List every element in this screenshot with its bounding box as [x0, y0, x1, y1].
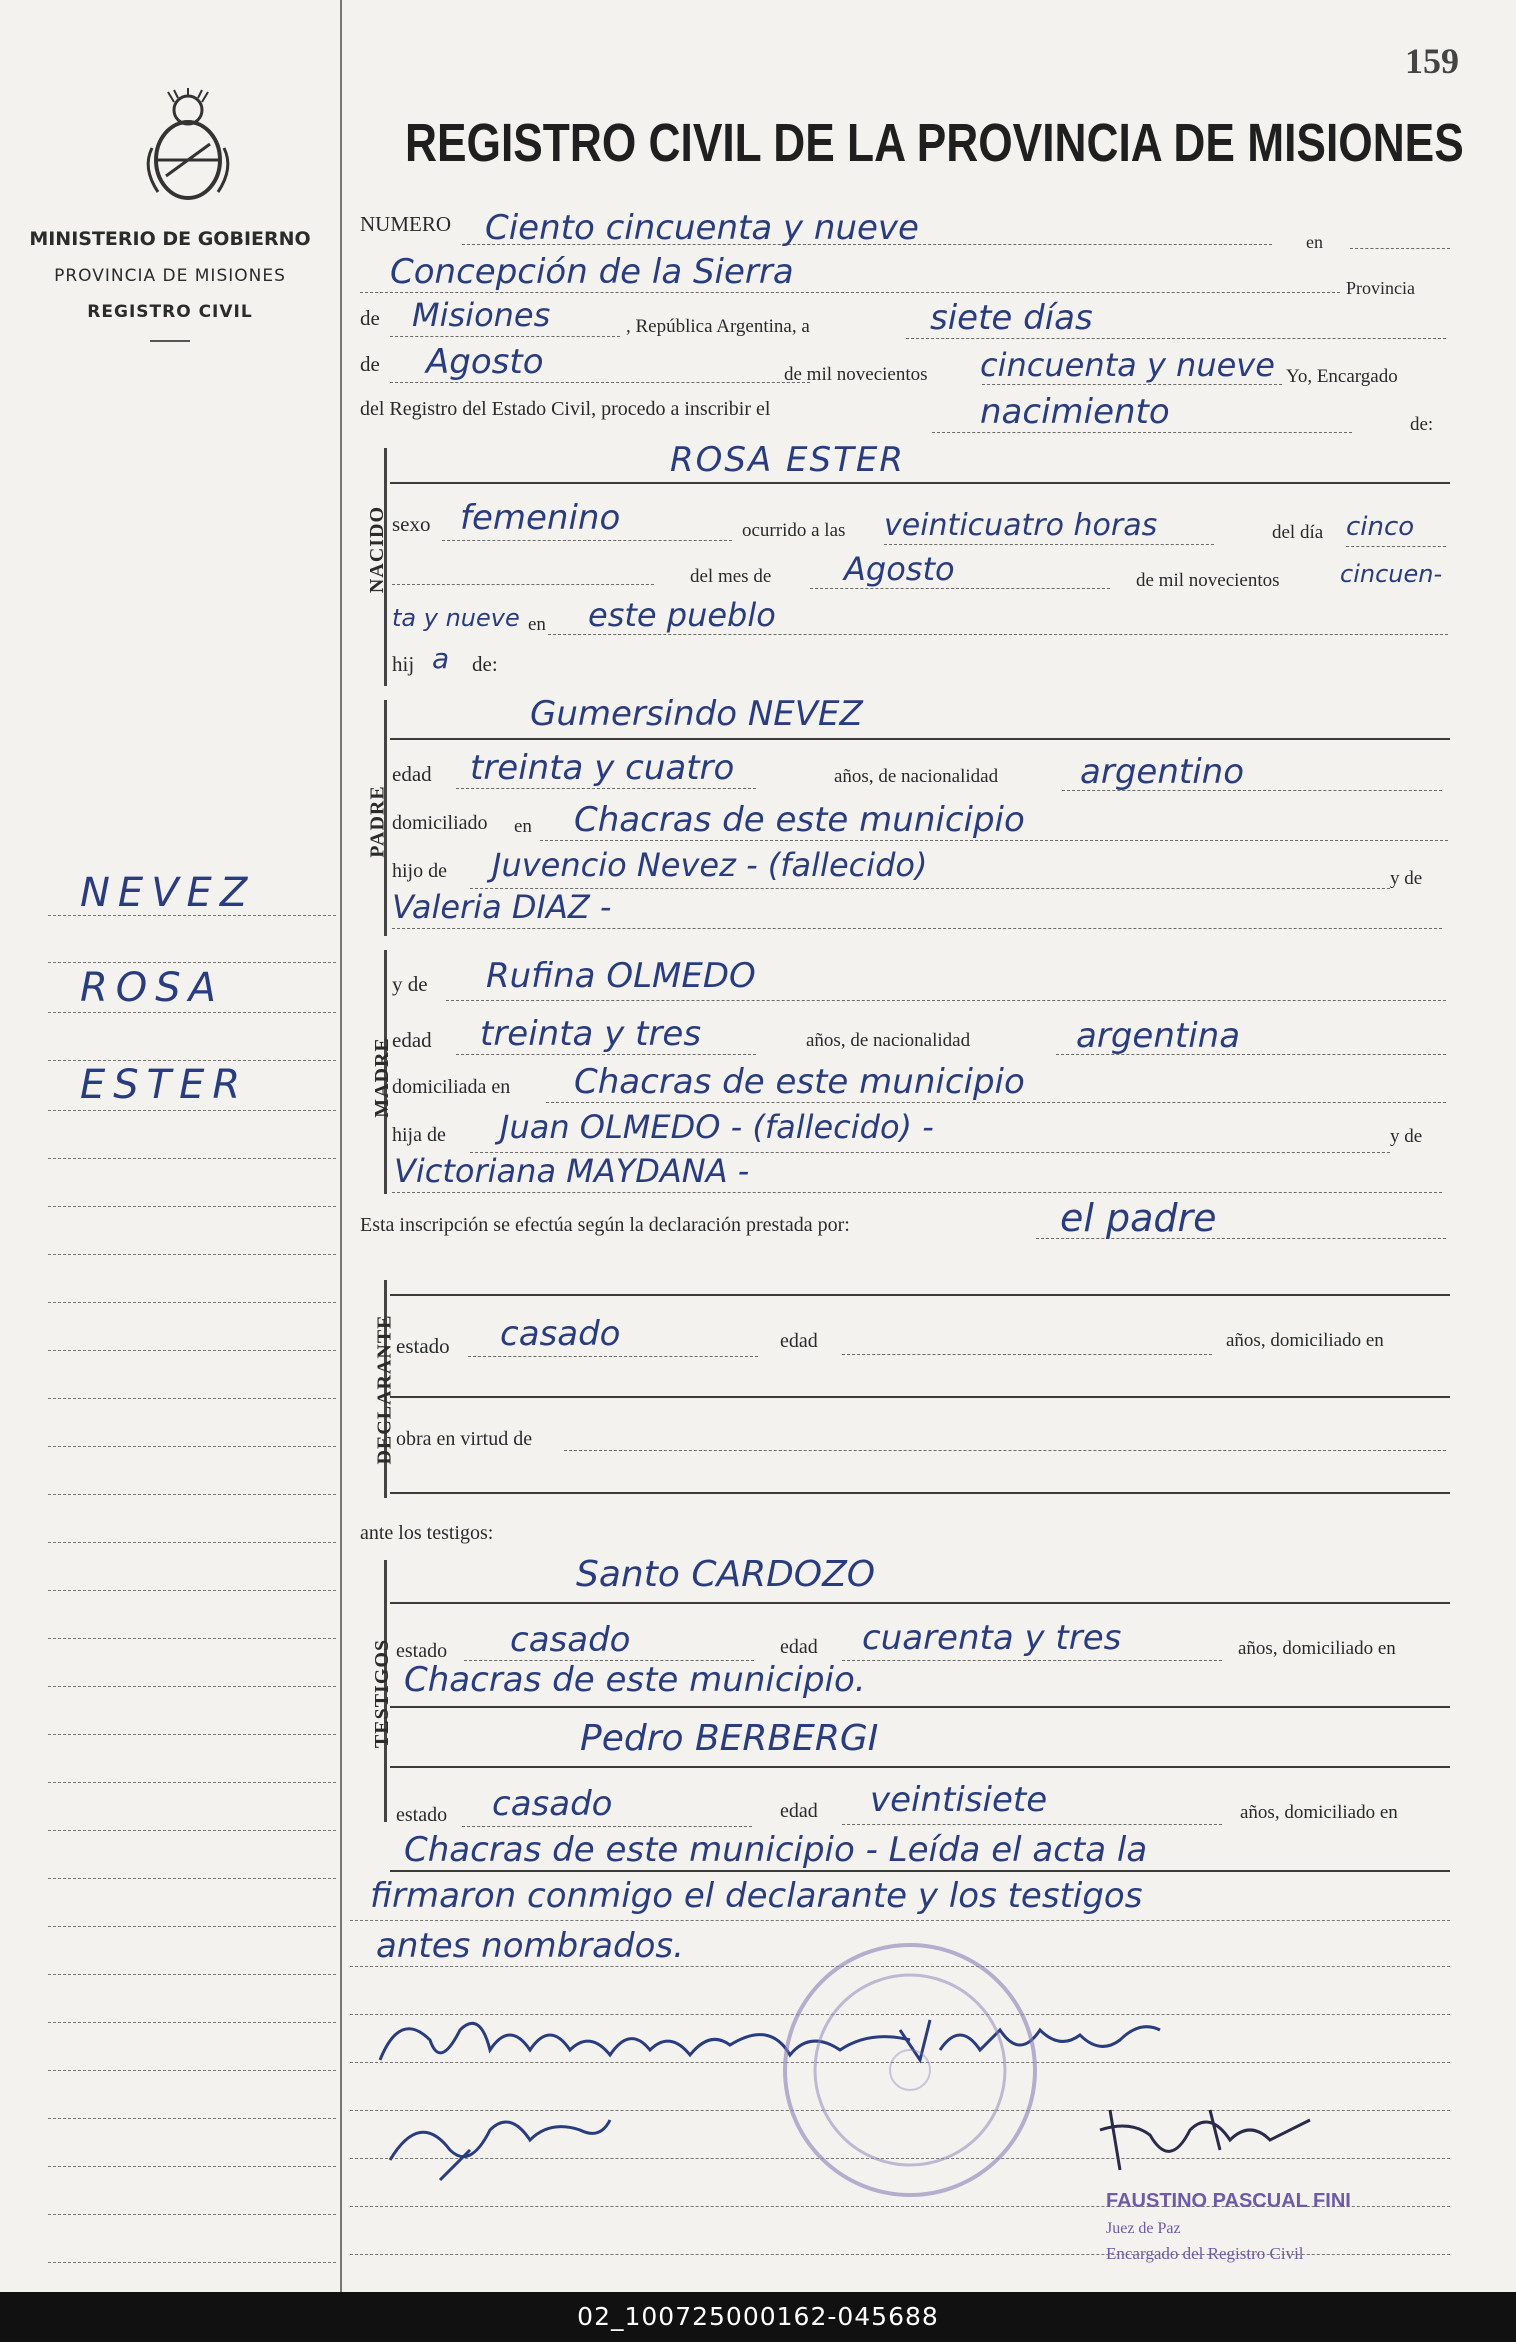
fill-line [842, 1660, 1222, 1661]
fill-line [906, 338, 1446, 339]
province-label: PROVINCIA DE MISIONES [54, 266, 286, 286]
madre-value: Rufina OLMEDO [486, 956, 756, 996]
padre-dom-label: domiciliado [392, 812, 488, 834]
en-label: en [1306, 232, 1323, 252]
t1-dom-value: Chacras de este municipio. [404, 1660, 866, 1700]
fill-line [546, 1102, 1446, 1103]
mes-value: Agosto [426, 342, 544, 382]
fill-line [548, 634, 1448, 635]
sexo-value: femenino [460, 498, 621, 538]
fill-line [982, 384, 1282, 385]
witness2-signature-icon [380, 2090, 620, 2190]
form-title: REGISTRO CIVIL DE LA PROVINCIA DE MISIONES [405, 113, 1464, 173]
madre-hija-label: hija de [392, 1124, 446, 1146]
section-rule [390, 1294, 1450, 1296]
fill-line [392, 584, 654, 585]
margin-line [48, 1302, 336, 1303]
numero-value: Ciento cincuenta y nueve [485, 208, 919, 248]
section-rule [390, 1602, 1450, 1604]
fill-line [1346, 546, 1446, 547]
mes-nac-value: Agosto [844, 550, 955, 588]
registro-label: del Registro del Estado Civil, procedo a inscribir el [360, 398, 771, 420]
sexo-label: sexo [392, 512, 431, 536]
fill-line [810, 588, 1110, 589]
obra-label: obra en virtud de [396, 1428, 533, 1450]
column-divider [340, 0, 342, 2292]
margin-line [48, 1446, 336, 1447]
de-colon-label: de: [1410, 414, 1434, 435]
ocurrido-label: ocurrido a las [742, 520, 846, 541]
closing-1-value: firmaron conmigo el declarante y los testigos [370, 1876, 1143, 1916]
decl-edad-label: edad [780, 1330, 818, 1352]
margin-line [48, 2070, 336, 2071]
t1-edad-label: edad [780, 1636, 818, 1658]
madre-nac-label: años, de nacionalidad [806, 1030, 971, 1051]
section-rule [390, 1870, 1450, 1872]
decl-estado-label: estado [396, 1334, 450, 1358]
padre-edad-value: treinta y cuatro [470, 748, 735, 788]
margin-line [48, 2262, 336, 2263]
margin-line [48, 2022, 336, 2023]
padre-dom-value: Chacras de este municipio [574, 800, 1025, 840]
left-panel [0, 0, 340, 2292]
del-mes-label: del mes de [690, 566, 772, 587]
declarante-value: el padre [1060, 1196, 1217, 1240]
fill-line [932, 432, 1352, 433]
t1-estado-value: casado [510, 1620, 631, 1660]
fill-line [884, 544, 1214, 545]
margin-line [48, 1782, 336, 1783]
de-label: de [360, 306, 380, 330]
padre-nac-value: argentino [1080, 752, 1244, 792]
padre-value: Gumersindo NEVEZ [530, 694, 863, 734]
margin-line [48, 1686, 336, 1687]
fill-line [390, 382, 810, 383]
t2-estado-label: estado [396, 1804, 448, 1826]
margin-name-1: ROSA [80, 965, 225, 1011]
de-label-2: de [360, 352, 380, 376]
en-small-label: en [528, 614, 546, 635]
fill-line [842, 1824, 1222, 1825]
madre-label: MADRE [370, 1037, 393, 1118]
officer-signature-icon [1090, 2090, 1330, 2190]
padre-hijo-label: hijo de [392, 860, 447, 882]
decl-anos-label: años, domiciliado en [1226, 1330, 1384, 1351]
t2-dom-value: Chacras de este municipio - Leída el acta la [404, 1830, 1148, 1870]
madre-edad-label: edad [392, 1028, 432, 1052]
testigos-label: TESTIGOS [371, 1638, 394, 1749]
closing-line [350, 1920, 1450, 1921]
officer-role-2: Encargado del Registro Civil [1106, 2244, 1304, 2263]
madre-edad-value: treinta y tres [480, 1014, 702, 1054]
margin-line [48, 1926, 336, 1927]
localidad-value: Concepción de la Sierra [390, 252, 794, 292]
padre-edad-label: edad [392, 762, 432, 786]
margin-line [48, 1638, 336, 1639]
margin-line [48, 1158, 336, 1159]
numero-label: NUMERO [360, 212, 452, 236]
margin-line [48, 2166, 336, 2167]
padre-hijo-value: Juvencio Nevez - (fallecido) [492, 846, 928, 884]
margin-line [48, 962, 336, 963]
margin-line [48, 915, 336, 916]
closing-2-value: antes nombrados. [376, 1926, 684, 1966]
margin-line [48, 1350, 336, 1351]
fill-line [456, 1054, 756, 1055]
record-form [350, 0, 1464, 2292]
lugar-nac-value: este pueblo [588, 596, 776, 634]
provincia-label: Provincia [1346, 278, 1415, 298]
t1-estado-label: estado [396, 1640, 448, 1662]
officer-role-1: Juez de Paz [1106, 2220, 1181, 2237]
de-mil-label: de mil novecientos [784, 364, 928, 385]
section-rule [390, 482, 1450, 484]
margin-name-2: ESTER [80, 1062, 249, 1108]
fill-line [446, 1000, 1446, 1001]
margin-line [48, 1206, 336, 1207]
yo-label: Yo, Encargado [1286, 366, 1398, 387]
anio-value: cincuenta y nueve [980, 346, 1275, 384]
fill-line [392, 1192, 1442, 1193]
padre-madre-value: Valeria DIAZ - [392, 888, 612, 926]
ministry-label: MINISTERIO DE GOBIERNO [29, 228, 311, 250]
fill-line [468, 1356, 758, 1357]
hij-suffix-value: a [432, 642, 450, 675]
archive-id-bar [0, 2292, 1516, 2342]
republica-label: , República Argentina, a [626, 316, 810, 337]
dia-value: siete días [930, 298, 1093, 338]
officer-name: FAUSTINO PASCUAL FINI [1106, 2190, 1351, 2212]
dia-nac-value: cinco [1346, 512, 1415, 542]
declarante-label: DECLARANTE [373, 1314, 396, 1465]
ante-label: ante los testigos: [360, 1522, 494, 1544]
padre-en-label: en [514, 816, 532, 837]
padre-label: PADRE [366, 785, 389, 858]
margin-line [48, 1254, 336, 1255]
provincia-value: Misiones [412, 296, 551, 334]
anio-nac-a-value: cincuen- [1340, 560, 1443, 588]
t2-estado-value: casado [492, 1784, 613, 1824]
section-rule [390, 1706, 1450, 1708]
section-rule [390, 1492, 1450, 1494]
madre-dom-label: domiciliada en [392, 1076, 511, 1098]
margin-line [48, 1830, 336, 1831]
registry-label: REGISTRO CIVIL [87, 302, 253, 322]
official-seal-icon [770, 1930, 1050, 2210]
decl-estado-value: casado [500, 1314, 621, 1354]
margin-line [48, 1060, 336, 1061]
fill-line [390, 336, 620, 337]
madre-nac-value: argentina [1076, 1016, 1241, 1056]
section-rule [390, 738, 1450, 740]
acto-value: nacimiento [980, 392, 1170, 432]
fill-line [462, 1826, 752, 1827]
section-rule [390, 1766, 1450, 1768]
coat-of-arms-icon [138, 88, 238, 208]
fill-line [540, 840, 1448, 841]
margin-line [48, 2118, 336, 2119]
fill-line [842, 1354, 1212, 1355]
de-mil-2-label: de mil novecientos [1136, 570, 1280, 591]
del-dia-label: del día [1272, 522, 1324, 543]
madre-madre-value: Victoriana MAYDANA - [394, 1152, 750, 1190]
inscripcion-label: Esta inscripción se efectúa según la declaración prestada por: [360, 1214, 850, 1236]
margin-line [48, 1878, 336, 1879]
fill-line [392, 928, 1442, 929]
t1-anos-label: años, domiciliado en [1238, 1638, 1396, 1659]
fill-line [564, 1450, 1446, 1451]
madre-dom-value: Chacras de este municipio [574, 1062, 1025, 1102]
archive-id: 02_100725000162-045688 [577, 2302, 939, 2331]
page-number: 159 [1405, 41, 1459, 81]
hora-value: veinticuatro horas [884, 508, 1158, 543]
nacido-label: NACIDO [366, 505, 389, 594]
nombre-value: ROSA ESTER [670, 440, 905, 480]
hij-label: hij [392, 652, 415, 676]
margin-line [48, 1590, 336, 1591]
margin-line [48, 2214, 336, 2215]
margin-line [48, 1494, 336, 1495]
fill-line [360, 292, 1340, 293]
margin-line [48, 1012, 336, 1013]
padre-nac-label: años, de nacionalidad [834, 766, 999, 787]
t2-edad-label: edad [780, 1800, 818, 1822]
fill-line [1350, 248, 1450, 249]
madre-y-de-label: y de [1390, 1126, 1423, 1147]
margin-line [48, 1110, 336, 1111]
panel-divider [150, 340, 190, 342]
margin-line [48, 1974, 336, 1975]
t2-edad-value: veintisiete [870, 1780, 1048, 1820]
t1-edad-value: cuarenta y tres [862, 1618, 1122, 1658]
margin-line [48, 1542, 336, 1543]
fill-line [456, 788, 756, 789]
de-colon-2-label: de: [472, 652, 498, 676]
fill-line [442, 540, 732, 541]
t2-anos-label: años, domiciliado en [1240, 1802, 1398, 1823]
y-de-madre-label: y de [392, 972, 428, 996]
testigo1-value: Santo CARDOZO [576, 1554, 876, 1595]
margin-line [48, 1734, 336, 1735]
padre-y-de-label: y de [1390, 868, 1423, 889]
anio-nac-b-value: ta y nueve [392, 604, 520, 632]
madre-hija-value: Juan OLMEDO - (fallecido) - [500, 1108, 934, 1146]
section-rule [390, 1396, 1450, 1398]
margin-surname: NEVEZ [80, 870, 256, 916]
margin-line [48, 1398, 336, 1399]
testigo2-value: Pedro BERBERGI [580, 1718, 879, 1759]
